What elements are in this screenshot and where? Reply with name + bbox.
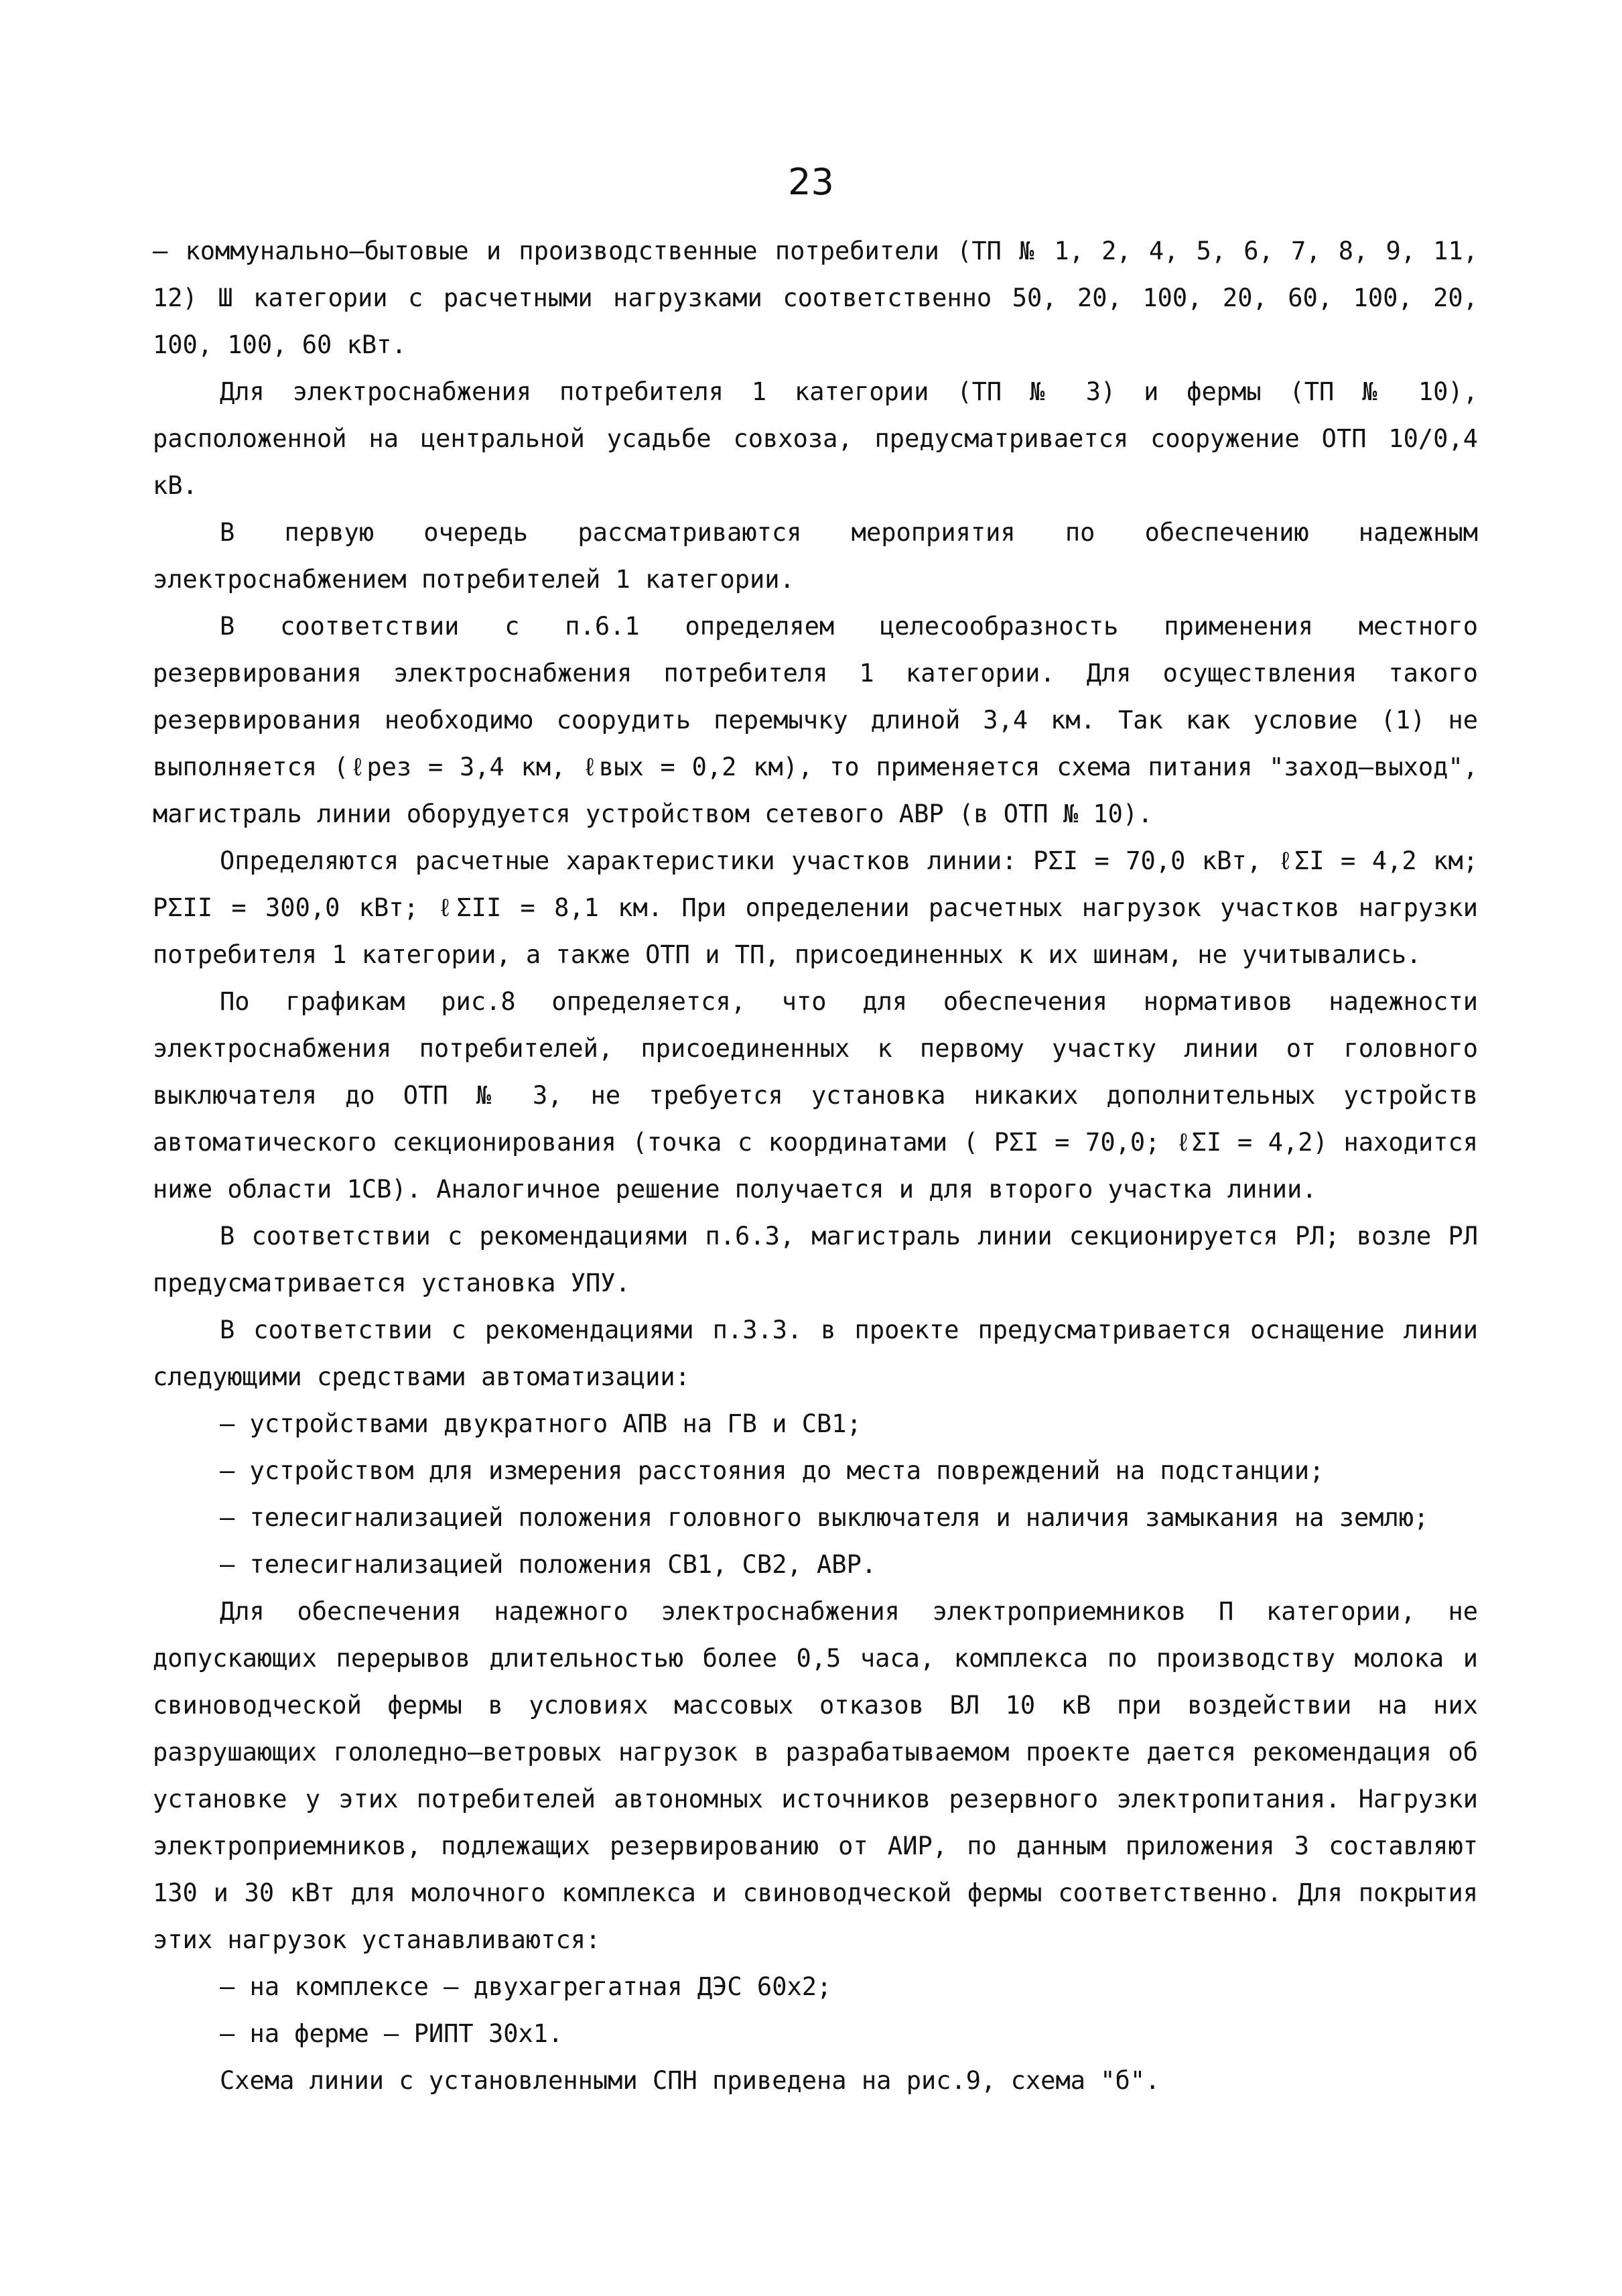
paragraph: По графикам рис.8 определяется, что для обеспечения нормативов надежности электроснабжения потребителей, присоединенных к первому участку линии от головного выключателя до ОТП № 3, не требуется установка никаких дополнительных устройств автоматического секционирования (точка с координатами ( PΣI = 70,0; ℓΣI = 4,2) находится ниже области 1СВ). Аналогичное решение получается и для второго участка линии. (153, 987, 1478, 1204)
page-number: 23 (788, 161, 834, 203)
list-item: – устройствами двукратного АПВ на ГВ и СВ1; (220, 1409, 862, 1438)
paragraph: Определяются расчетные характеристики участков линии: PΣI = 70,0 кВт, ℓΣI = 4,2 км; PΣII = 300,0 кВт; ℓΣII = 8,1 км. При определении расчетных нагрузок участков нагрузки потребителя 1 категории, а также ОТП и ТП, присоединенных к их шинам, не учитывались. (153, 846, 1478, 969)
paragraph: В соответствии с рекомендациями п.6.3, магистраль линии секционируется РЛ; возле РЛ предусматривается установка УПУ. (153, 1222, 1478, 1297)
paragraph: Для электроснабжения потребителя 1 категории (ТП № 3) и фермы (ТП № 10), расположенной на центральной усадьбе совхоза, предусматривается сооружение ОТП 10/0,4 кВ. (153, 377, 1478, 500)
list-item: – телесигнализацией положения головного выключателя и наличия замыкания на землю; (220, 1503, 1429, 1532)
document-body (153, 228, 1478, 2104)
paragraph: В первую очередь рассматриваются мероприятия по обеспечению надежным электроснабжением потребителей 1 категории. (153, 518, 1478, 594)
paragraph: В соответствии с рекомендациями п.3.3. в проекте предусматривается оснащение линии следующими средствами автоматизации: (153, 1316, 1478, 1391)
list-item: – устройством для измерения расстояния до места повреждений на подстанции; (220, 1456, 1325, 1485)
list-item: – на комплексе – двухагрегатная ДЭС 60х2; (220, 1972, 832, 2001)
paragraph: В соответствии с п.6.1 определяем целесообразность применения местного резервирования электроснабжения потребителя 1 категории. Для осуществления такого резервирования необходимо соорудить перемычку длиной 3,4 км. Так как условие (1) не выполняется (ℓрез = 3,4 км, ℓвых = 0,2 км), то применяется схема питания "заход–выход", магистраль линии оборудуется устройством сетевого АВР (в ОТП № 10). (153, 612, 1478, 828)
list-item: – на ферме – РИПТ 30х1. (220, 2019, 563, 2048)
paragraph: – коммунально–бытовые и производственные потребители (ТП № 1, 2, 4, 5, 6, 7, 8, 9, 11, 12) Ш категории с расчетными нагрузками соответственно 50, 20, 100, 20, 60, 100, 20, 100, 100, 60 кВт. (153, 237, 1478, 359)
paragraph: Для обеспечения надежного электроснабжения электроприемников П категории, не допускающих перерывов длительностью более 0,5 часа, комплекса по производству молока и свиноводческой фермы в условиях массовых отказов ВЛ 10 кВ при воздействии на них разрушающих гололедно–ветровых нагрузок в разрабатываемом проекте дается рекомендация об установке у этих потребителей автономных источников резервного электропитания. Нагрузки электроприемников, подлежащих резервированию от АИР, по данным приложения 3 составляют 130 и 30 кВт для молочного комплекса и свиноводческой фермы соответственно. Для покрытия этих нагрузок устанавливаются: (153, 1597, 1478, 1954)
list-item: – телесигнализацией положения СВ1, СВ2, АВР. (220, 1550, 877, 1579)
paragraph: Схема линии с установленными СПН приведена на рис.9, схема "б". (220, 2066, 1160, 2095)
